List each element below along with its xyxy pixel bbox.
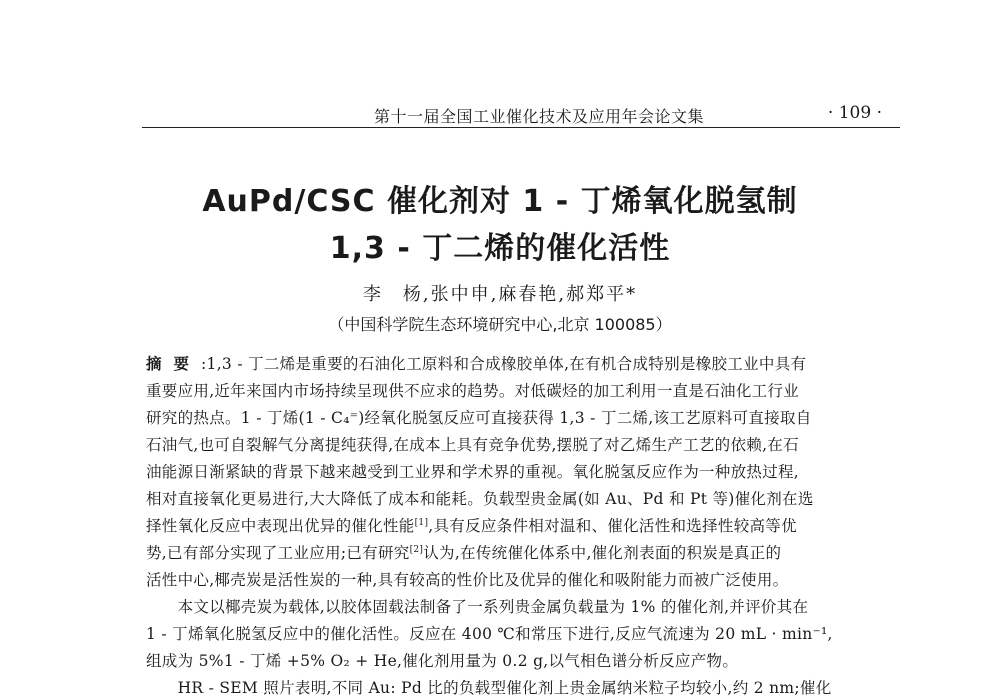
body-paragraph-line: 本文以椰壳炭为载体,以胶体固载法制备了一系列贵金属负载量为 1% 的催化剂,并评价其在 bbox=[146, 598, 809, 616]
abstract-line bbox=[146, 541, 886, 563]
abstract-text: :1,3 - 丁二烯是重要的石油化工原料和合成橡胶单体,在有机合成特别是橡胶工业中具有 bbox=[201, 355, 807, 373]
abstract-line: 油能源日渐紧缺的背景下越来越受到工业界和学术界的重视。氧化脱氢反应作为一种放热过程, bbox=[146, 463, 800, 481]
running-header bbox=[142, 103, 900, 128]
article-title-line-1: AuPd/CSC 催化剂对 1 - 丁烯氧化脱氢制 bbox=[202, 184, 798, 219]
body-paragraph-line: 1 - 丁烯氧化脱氢反应中的催化活性。反应在 400 ℃和常压下进行,反应气流速为 20 mL · min⁻¹, bbox=[146, 625, 833, 643]
citation-ref: [1] bbox=[414, 517, 429, 528]
body-paragraph-line: HR - SEM 照片表明,不同 Au: Pd 比的负载型催化剂上贵金属纳米粒子均较小,约 2 nm;催化 bbox=[146, 679, 832, 697]
article-title-line-2: 1,3 - 丁二烯的催化活性 bbox=[329, 231, 671, 266]
abstract-line: 石油气,也可自裂解气分离提纯获得,在成本上具有竞争优势,摆脱了对乙烯生产工艺的依赖,在石 bbox=[146, 436, 799, 454]
abstract-line: 相对直接氧化更易进行,大大降低了成本和能耗。负载型贵金属(如 Au、Pd 和 Pt 等)催化剂在选 bbox=[146, 490, 814, 508]
abstract-text: 择性氧化反应中表现出优异的催化性能 bbox=[146, 517, 415, 535]
abstract-text: 势,已有部分实现了工业应用;已有研究 bbox=[146, 544, 410, 562]
abstract-label: 摘要 bbox=[146, 355, 202, 373]
abstract-line bbox=[146, 514, 886, 536]
abstract-line: 研究的热点。1 - 丁烯(1 - C₄⁼)经氧化脱氢反应可直接获得 1,3 - 丁二烯,该工艺原料可直接取自 bbox=[146, 409, 812, 427]
page-number: · 109 · bbox=[827, 103, 882, 123]
abstract-text: 认为,在传统催化体系中,催化剂表面的积炭是真正的 bbox=[423, 544, 782, 562]
abstract-line: 活性中心,椰壳炭是活性炭的一种,具有较高的性价比及优异的催化和吸附能力而被广泛使用。 bbox=[146, 571, 789, 589]
abstract-text: ,具有反应条件相对温和、催化活性和选择性较高等优 bbox=[428, 517, 797, 535]
running-title: 第十一届全国工业催化技术及应用年会论文集 bbox=[374, 107, 705, 126]
citation-ref: [2] bbox=[409, 544, 424, 555]
author-list: 李 杨,张中申,麻春艳,郝郑平* bbox=[362, 284, 638, 305]
abstract-line bbox=[146, 352, 886, 374]
affiliation: （中国科学院生态环境研究中心,北京 100085） bbox=[328, 315, 672, 334]
body-paragraph-line: 组成为 5%1 - 丁烯 +5% O₂ + He,催化剂用量为 0.2 g,以气相色谱分析反应产物。 bbox=[146, 652, 739, 670]
abstract-line: 重要应用,近年来国内市场持续呈现供不应求的趋势。对低碳烃的加工利用一直是石油化工行业 bbox=[146, 382, 800, 400]
